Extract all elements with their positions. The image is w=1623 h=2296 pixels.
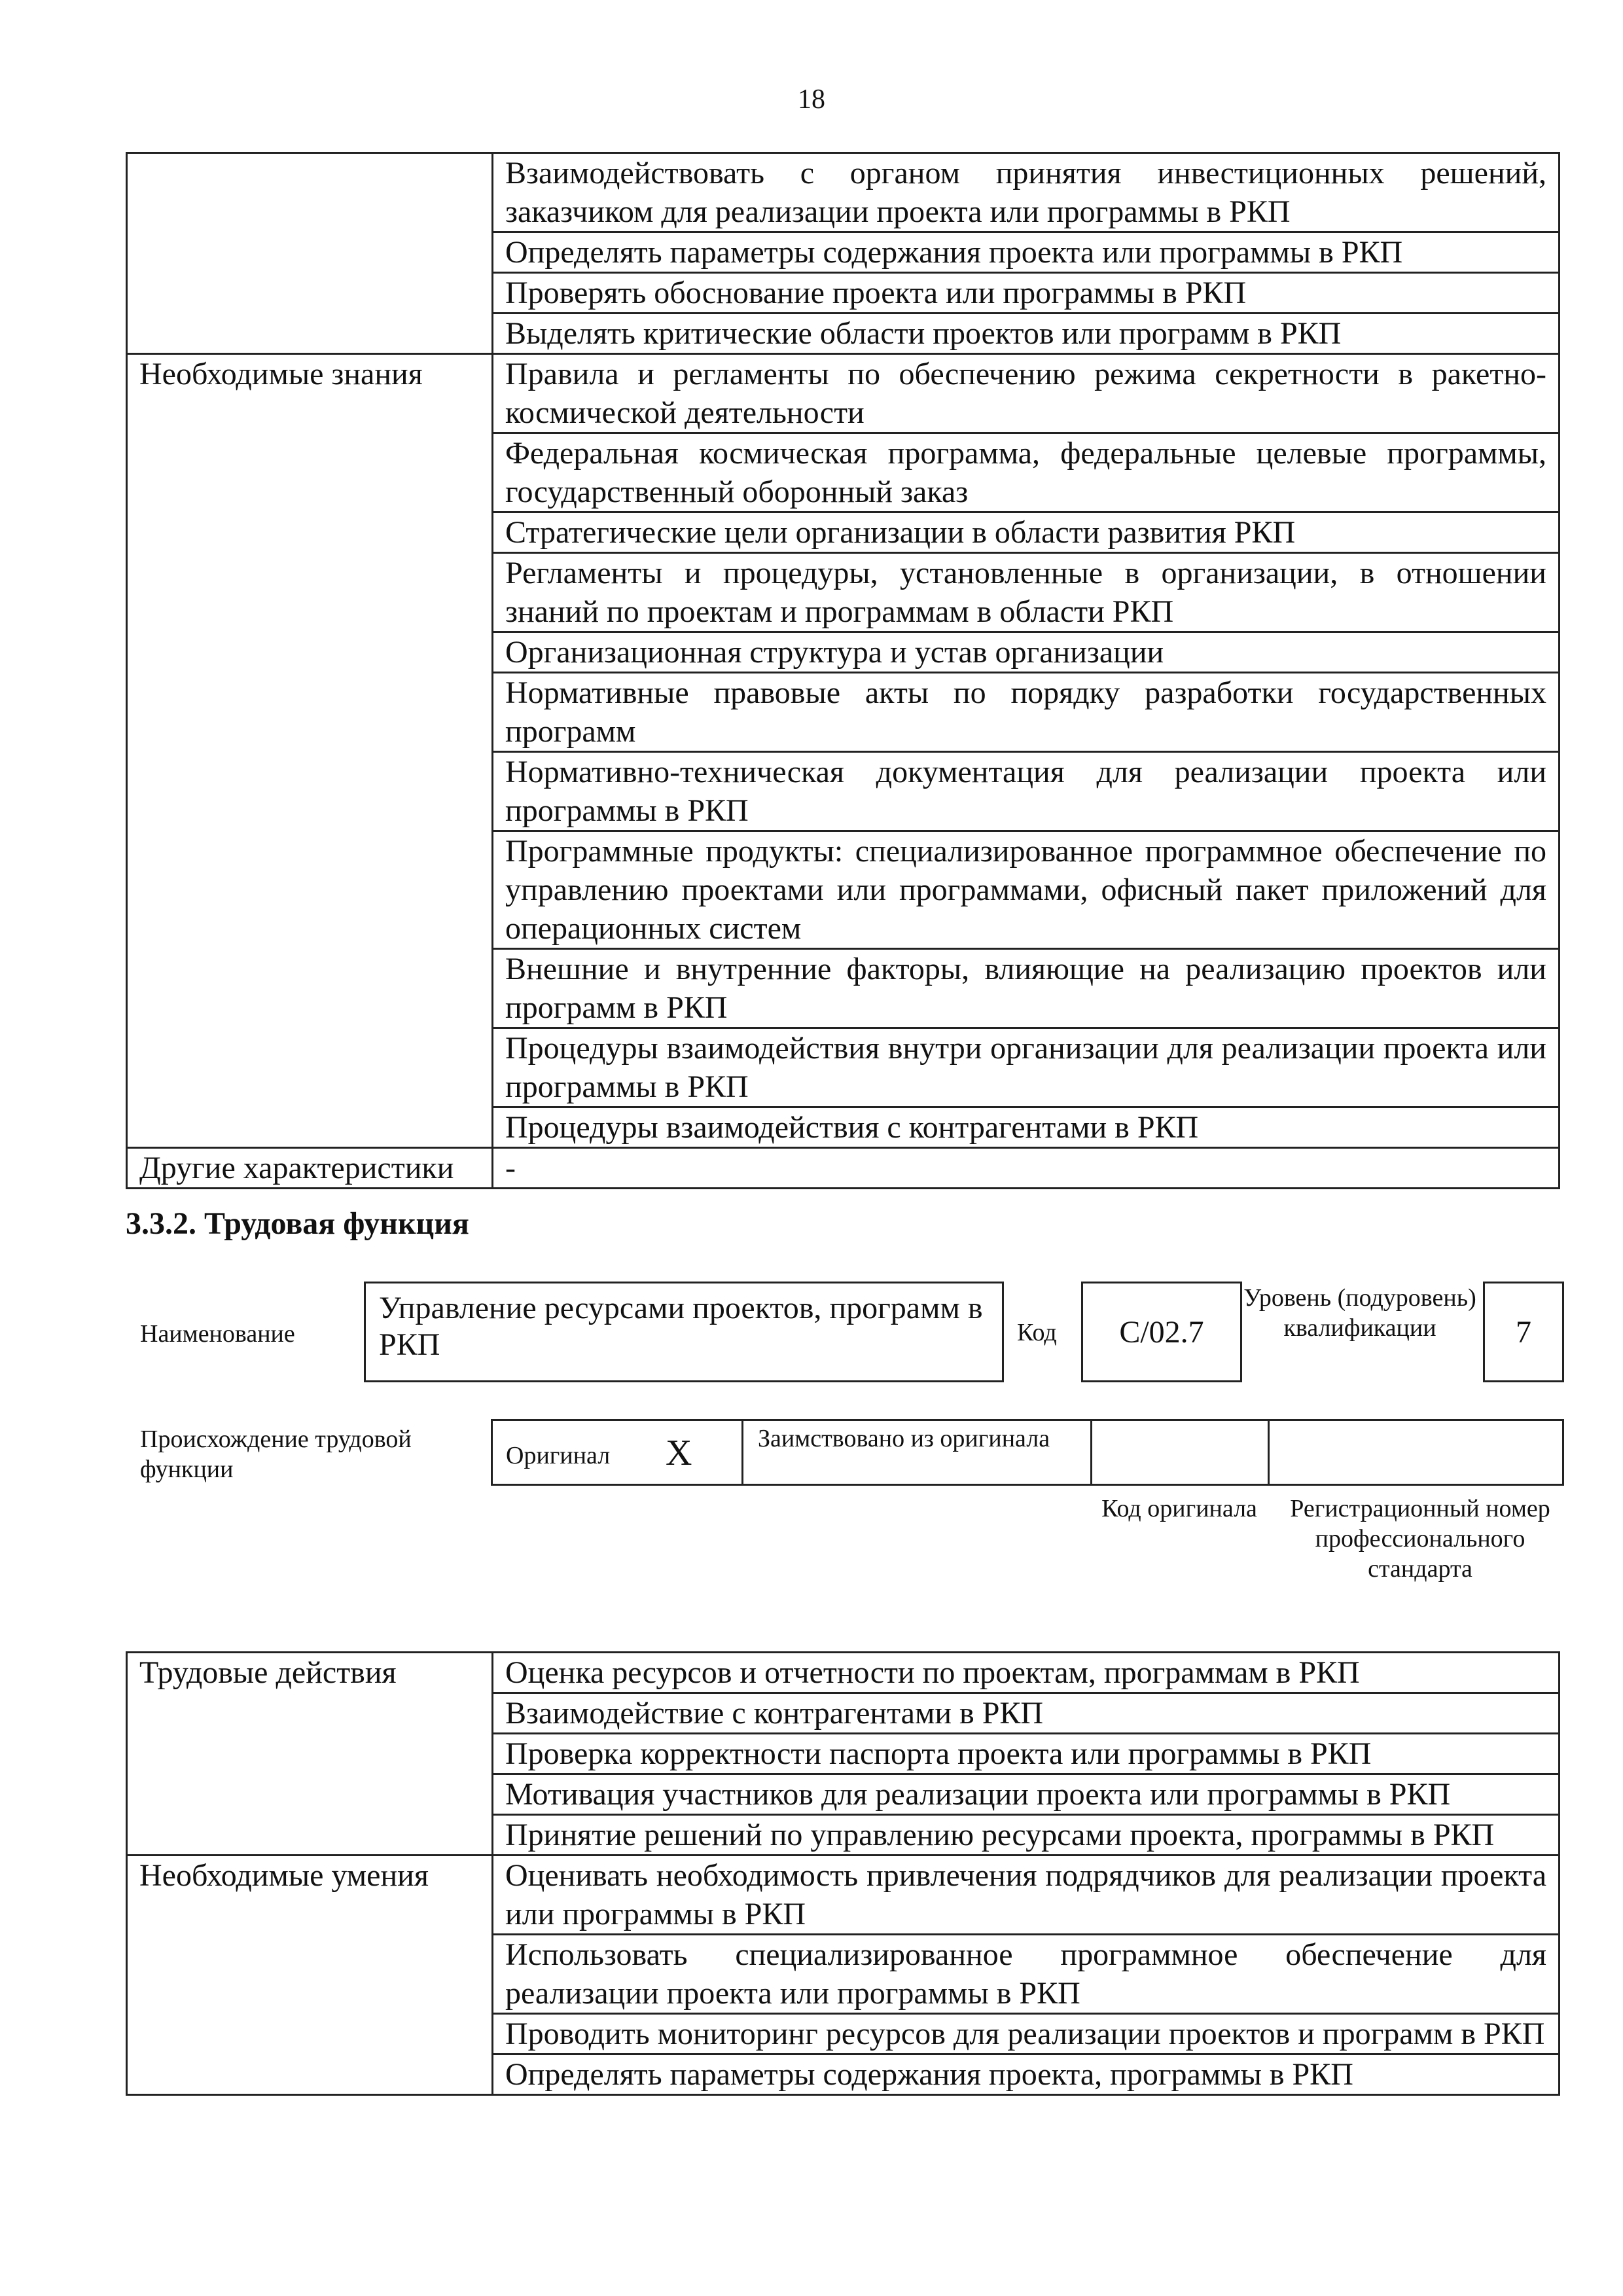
- table-cell: Процедуры взаимодействия с контрагентами в РКП: [493, 1107, 1560, 1148]
- table-cell: Внешние и внутренние факторы, влияющие на реализацию проектов или программ в РКП: [493, 949, 1560, 1028]
- table-cell: Выделять критические области проектов или программ в РКП: [493, 314, 1560, 354]
- table-row: [127, 1148, 1560, 1189]
- original-cell: [491, 1419, 743, 1486]
- original-code-caption: Код оригинала: [1101, 1495, 1257, 1522]
- table-row: [127, 1653, 1560, 1693]
- row-label: Трудовые действия: [127, 1653, 493, 1856]
- requirements-table: [126, 152, 1560, 1189]
- row-label: Необходимые знания: [127, 354, 493, 1148]
- table-cell: Использовать специализированное программное обеспечение для реализации проекта или программы в РКП: [493, 1935, 1560, 2014]
- table-row: [127, 354, 1560, 433]
- registration-number-cell: [1268, 1419, 1564, 1486]
- function-name-value: Управление ресурсами проектов, программ в РКП: [364, 1282, 1004, 1382]
- table-cell: Оценивать необходимость привлечения подрядчиков для реализации проекта или программы в РКП: [493, 1856, 1560, 1935]
- section-heading: 3.3.2. Трудовая функция: [126, 1206, 469, 1241]
- table-cell: Оценка ресурсов и отчетности по проектам, программам в РКП: [493, 1653, 1560, 1693]
- original-mark: X: [666, 1433, 692, 1473]
- table-cell: Программные продукты: специализированное программное обеспечение по управлению проектами или программами, офисный пакет приложений для операционных систем: [493, 831, 1560, 949]
- table-cell: Регламенты и процедуры, установленные в организации, в отношении знаний по проектам и программам в области РКП: [493, 553, 1560, 632]
- table-cell: Принятие решений по управлению ресурсами проекта, программы в РКП: [493, 1815, 1560, 1856]
- table-cell: Проводить мониторинг ресурсов для реализации проектов и программ в РКП: [493, 2014, 1560, 2054]
- function-code-value: C/02.7: [1081, 1282, 1242, 1382]
- origin-row: [491, 1419, 1564, 1486]
- row-label: Необходимые умения: [127, 1856, 493, 2095]
- table-cell: Стратегические цели организации в области развития РКП: [493, 512, 1560, 553]
- table-cell: Мотивация участников для реализации проекта или программы в РКП: [493, 1774, 1560, 1815]
- borrowed-label: Заимствовано из оригинала: [741, 1419, 1092, 1486]
- table-cell: Определять параметры содержания проекта, программы в РКП: [493, 2054, 1560, 2095]
- code-label: Код: [1017, 1319, 1057, 1346]
- page-number: 18: [798, 84, 825, 115]
- table-cell: Правила и регламенты по обеспечению режима секретности в ракетно-космической деятельности: [493, 354, 1560, 433]
- table-cell: Взаимодействие с контрагентами в РКП: [493, 1693, 1560, 1734]
- original-label: Оригинал: [506, 1442, 611, 1469]
- name-label: Наименование: [140, 1320, 295, 1348]
- qualification-level-label: Уровень (подуровень) квалификации: [1243, 1284, 1476, 1342]
- table-cell: Организационная структура и устав организации: [493, 632, 1560, 673]
- table-cell: Проверять обоснование проекта или программы в РКП: [493, 273, 1560, 314]
- table-cell: -: [493, 1148, 1560, 1189]
- original-code-cell: [1090, 1419, 1270, 1486]
- origin-label: Происхождение трудовой функции: [140, 1426, 412, 1483]
- row-label: [127, 153, 493, 354]
- table-row: [127, 1856, 1560, 1935]
- table-cell: Федеральная космическая программа, федеральные целевые программы, государственный оборонный заказ: [493, 433, 1560, 512]
- table-cell: Нормативные правовые акты по порядку разработки государственных программ: [493, 673, 1560, 752]
- labor-actions-table: [126, 1651, 1560, 2096]
- registration-number-caption: Регистрационный номер профессионального стандарта: [1290, 1495, 1550, 1583]
- table-cell: Процедуры взаимодействия внутри организации для реализации проекта или программы в РКП: [493, 1028, 1560, 1107]
- table-cell: Проверка корректности паспорта проекта или программы в РКП: [493, 1734, 1560, 1774]
- table-row: [127, 153, 1560, 232]
- table-cell: Взаимодействовать с органом принятия инвестиционных решений, заказчиком для реализации проекта или программы в РКП: [493, 153, 1560, 232]
- row-label: Другие характеристики: [127, 1148, 493, 1189]
- table-cell: Определять параметры содержания проекта или программы в РКП: [493, 232, 1560, 273]
- qualification-level-value: 7: [1483, 1282, 1564, 1382]
- table-cell: Нормативно-техническая документация для реализации проекта или программы в РКП: [493, 752, 1560, 831]
